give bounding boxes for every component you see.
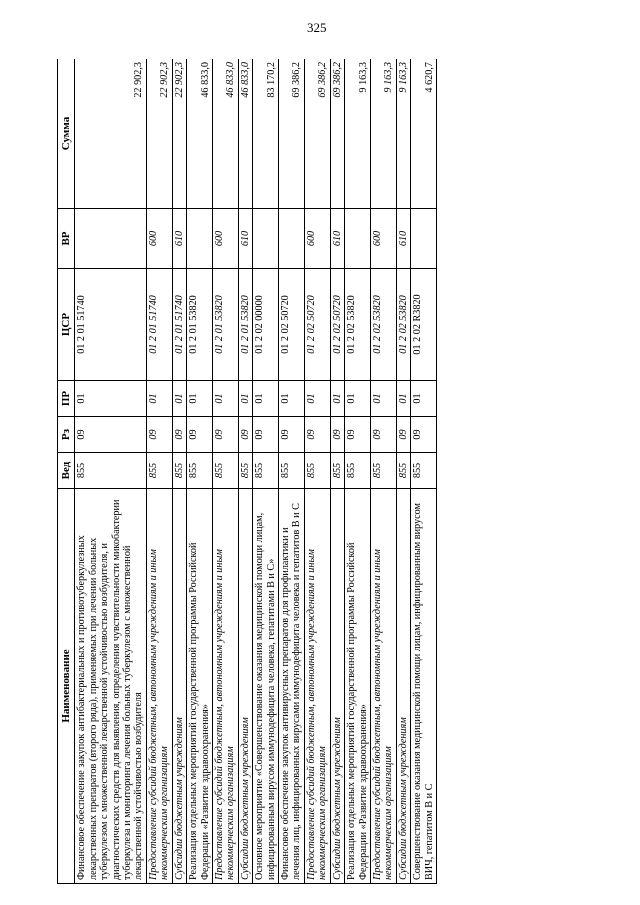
cell-vr: 610 bbox=[396, 209, 410, 269]
cell-ved: 855 bbox=[253, 453, 279, 489]
header-name: Наименование bbox=[58, 489, 75, 884]
cell-name: Субсидии бюджетным учреждениям bbox=[330, 489, 344, 884]
cell-name: Основное мероприятие «Совершенствование оказания медицинской помощи лицам, инфицированным вирусом иммунодефицита человека, гепатитами В и С» bbox=[253, 489, 279, 884]
cell-name: Субсидии бюджетным учреждениям bbox=[172, 489, 186, 884]
cell-sum: 22 902,3 bbox=[146, 59, 172, 209]
cell-pr: 01 bbox=[371, 381, 397, 417]
table-row bbox=[212, 59, 238, 884]
cell-sum: 46 833,0 bbox=[238, 59, 252, 209]
cell-sum: 69 386,2 bbox=[279, 59, 305, 209]
cell-ved: 855 bbox=[238, 453, 252, 489]
cell-name: Совершенствование оказания медицинской помощи лицам, инфицированным вирусом ВИЧ, гепатитом В и С bbox=[411, 489, 437, 884]
table-row bbox=[411, 59, 437, 884]
header-pr: ПР bbox=[58, 381, 75, 417]
budget-table bbox=[57, 59, 437, 884]
cell-vr bbox=[345, 209, 371, 269]
cell-rz: 09 bbox=[304, 417, 330, 453]
cell-csr: 01 2 01 51740 bbox=[172, 269, 186, 381]
cell-sum: 69 386,2 bbox=[330, 59, 344, 209]
cell-ved: 855 bbox=[304, 453, 330, 489]
cell-name: Субсидии бюджетным учреждениям bbox=[238, 489, 252, 884]
cell-vr bbox=[75, 209, 147, 269]
cell-rz: 09 bbox=[396, 417, 410, 453]
table-row bbox=[330, 59, 344, 884]
cell-pr: 01 bbox=[75, 381, 147, 417]
cell-name: Реализация отдельных мероприятий государственной программы Российской Федерации «Развитие здравоохранения» bbox=[187, 489, 213, 884]
table-row bbox=[253, 59, 279, 884]
cell-sum: 9 163,3 bbox=[371, 59, 397, 209]
cell-pr: 01 bbox=[238, 381, 252, 417]
cell-csr: 01 2 01 53820 bbox=[212, 269, 238, 381]
cell-sum: 22 902,3 bbox=[172, 59, 186, 209]
cell-csr: 01 2 02 53820 bbox=[396, 269, 410, 381]
header-vr: ВР bbox=[58, 209, 75, 269]
cell-rz: 09 bbox=[187, 417, 213, 453]
cell-ved: 855 bbox=[396, 453, 410, 489]
cell-ved: 855 bbox=[279, 453, 305, 489]
cell-ved: 855 bbox=[172, 453, 186, 489]
cell-pr: 01 bbox=[146, 381, 172, 417]
cell-sum: 9 163,3 bbox=[396, 59, 410, 209]
table-row bbox=[304, 59, 330, 884]
cell-pr: 01 bbox=[212, 381, 238, 417]
table-row bbox=[75, 59, 147, 884]
cell-ved: 855 bbox=[371, 453, 397, 489]
cell-name: Финансовое обеспечение закупок антивирусных препаратов для профилактики и лечения лиц, инфицированных вирусами иммунодефицита человека и гепатитов В и С bbox=[279, 489, 305, 884]
cell-vr bbox=[187, 209, 213, 269]
table-row bbox=[396, 59, 410, 884]
cell-pr: 01 bbox=[330, 381, 344, 417]
cell-sum: 83 170,2 bbox=[253, 59, 279, 209]
cell-vr bbox=[411, 209, 437, 269]
cell-rz: 09 bbox=[345, 417, 371, 453]
header-csr: ЦСР bbox=[58, 269, 75, 381]
cell-ved: 855 bbox=[330, 453, 344, 489]
cell-pr: 01 bbox=[304, 381, 330, 417]
cell-ved: 855 bbox=[212, 453, 238, 489]
table-header-row bbox=[58, 59, 75, 884]
header-ved: Вед bbox=[58, 453, 75, 489]
table-row bbox=[187, 59, 213, 884]
cell-rz: 09 bbox=[279, 417, 305, 453]
cell-sum: 69 386,2 bbox=[304, 59, 330, 209]
cell-pr: 01 bbox=[172, 381, 186, 417]
cell-csr: 01 2 01 53820 bbox=[238, 269, 252, 381]
cell-csr: 01 2 02 00000 bbox=[253, 269, 279, 381]
cell-pr: 01 bbox=[396, 381, 410, 417]
cell-csr: 01 2 01 53820 bbox=[187, 269, 213, 381]
table-row bbox=[345, 59, 371, 884]
cell-name: Финансовое обеспечение закупок антибактериальных и противотуберкулезных лекарственных препаратов (второго ряда), применяемых при лечении больных туберкулезом с множественной лекарственной устойчивостью возбудителя, и диагностических средств для выявления, определения чувствительности микобактерии туберкулеза и мониторинга лечения больных туберкулезом с множественной лекарственной устойчивостью возбудителя bbox=[75, 489, 147, 884]
cell-name: Предоставление субсидий бюджетным, автономным учреждениям и иным некоммерческим организациям bbox=[212, 489, 238, 884]
cell-vr: 600 bbox=[371, 209, 397, 269]
cell-rz: 09 bbox=[253, 417, 279, 453]
header-rz: Рз bbox=[58, 417, 75, 453]
table-row bbox=[279, 59, 305, 884]
cell-csr: 01 2 01 51740 bbox=[75, 269, 147, 381]
table-wrapper bbox=[57, 59, 585, 884]
table-row bbox=[146, 59, 172, 884]
cell-vr: 610 bbox=[172, 209, 186, 269]
cell-sum: 4 620,7 bbox=[411, 59, 437, 209]
cell-rz: 09 bbox=[411, 417, 437, 453]
cell-ved: 855 bbox=[146, 453, 172, 489]
table-row bbox=[172, 59, 186, 884]
cell-rz: 09 bbox=[172, 417, 186, 453]
cell-sum: 46 833,0 bbox=[187, 59, 213, 209]
cell-csr: 01 2 01 51740 bbox=[146, 269, 172, 381]
cell-rz: 09 bbox=[371, 417, 397, 453]
cell-rz: 09 bbox=[146, 417, 172, 453]
cell-csr: 01 2 02 50720 bbox=[279, 269, 305, 381]
cell-csr: 01 2 02 50720 bbox=[330, 269, 344, 381]
cell-ved: 855 bbox=[187, 453, 213, 489]
cell-rz: 09 bbox=[330, 417, 344, 453]
cell-vr: 610 bbox=[238, 209, 252, 269]
cell-name: Реализация отдельных мероприятий государственной программы Российской Федерации «Развитие здравоохранения» bbox=[345, 489, 371, 884]
cell-rz: 09 bbox=[212, 417, 238, 453]
cell-vr: 610 bbox=[330, 209, 344, 269]
cell-name: Субсидии бюджетным учреждениям bbox=[396, 489, 410, 884]
cell-rz: 09 bbox=[75, 417, 147, 453]
cell-vr: 600 bbox=[146, 209, 172, 269]
table-row bbox=[371, 59, 397, 884]
cell-name: Предоставление субсидий бюджетным, автономным учреждениям и иным некоммерческим организациям bbox=[304, 489, 330, 884]
cell-pr: 01 bbox=[411, 381, 437, 417]
table-row bbox=[238, 59, 252, 884]
cell-csr: 01 2 02 53820 bbox=[345, 269, 371, 381]
cell-csr: 01 2 02 53820 bbox=[371, 269, 397, 381]
cell-pr: 01 bbox=[279, 381, 305, 417]
cell-ved: 855 bbox=[411, 453, 437, 489]
cell-pr: 01 bbox=[253, 381, 279, 417]
cell-csr: 01 2 02 R3820 bbox=[411, 269, 437, 381]
cell-vr bbox=[253, 209, 279, 269]
cell-ved: 855 bbox=[75, 453, 147, 489]
page-number: 325 bbox=[307, 20, 327, 35]
cell-pr: 01 bbox=[187, 381, 213, 417]
cell-name: Предоставление субсидий бюджетным, автономным учреждениям и иным некоммерческим организациям bbox=[146, 489, 172, 884]
cell-vr: 600 bbox=[304, 209, 330, 269]
cell-vr: 600 bbox=[212, 209, 238, 269]
cell-sum: 22 902,3 bbox=[75, 59, 147, 209]
cell-pr: 01 bbox=[345, 381, 371, 417]
cell-ved: 855 bbox=[345, 453, 371, 489]
cell-sum: 9 163,3 bbox=[345, 59, 371, 209]
cell-sum: 46 833,0 bbox=[212, 59, 238, 209]
cell-name: Предоставление субсидий бюджетным, автономным учреждениям и иным некоммерческим организациям bbox=[371, 489, 397, 884]
rotated-table-area bbox=[57, 59, 585, 884]
header-sum: Сумма bbox=[58, 59, 75, 209]
cell-rz: 09 bbox=[238, 417, 252, 453]
cell-vr bbox=[279, 209, 305, 269]
cell-csr: 01 2 02 50720 bbox=[304, 269, 330, 381]
